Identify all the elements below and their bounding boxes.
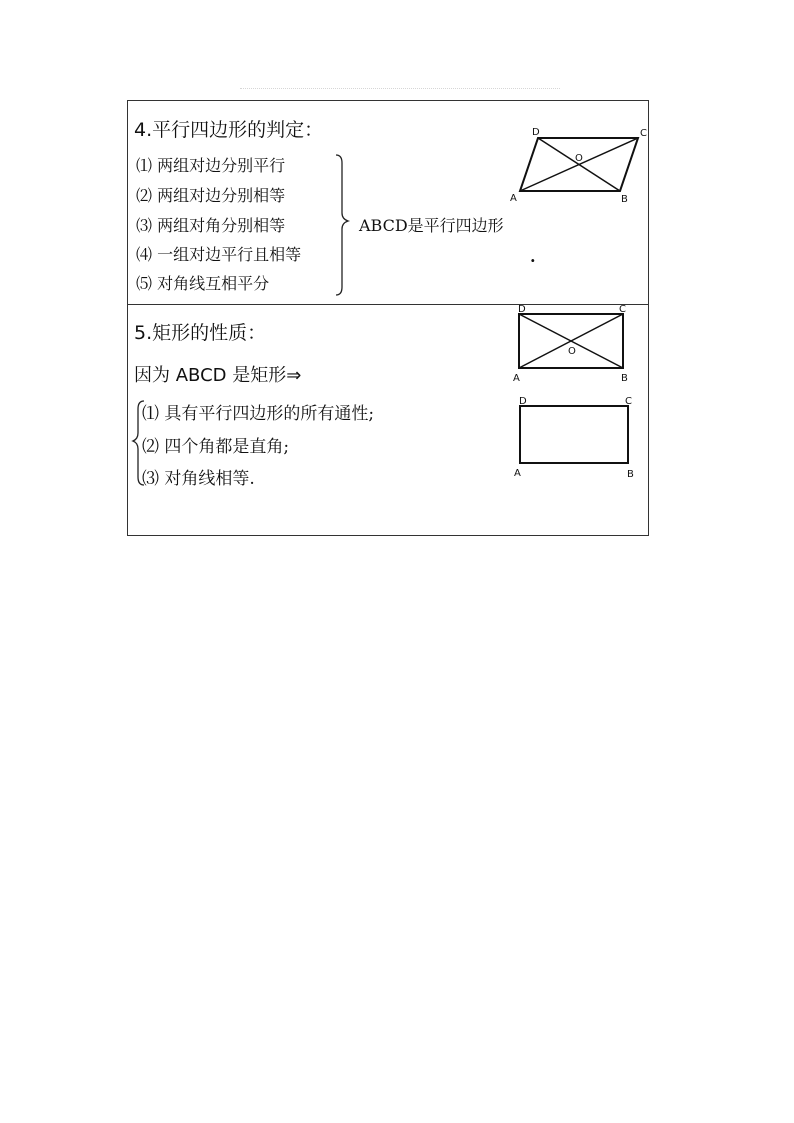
dot-mark: .: [530, 247, 536, 266]
condition-2: ⑵ 两组对边分别相等: [136, 186, 286, 205]
condition-3: ⑶ 两组对角分别相等: [136, 216, 286, 235]
label-A: A: [510, 193, 517, 204]
label-A: A: [514, 468, 521, 479]
property-2: ⑵ 四个角都是直角;: [142, 437, 290, 457]
label-B: B: [621, 373, 628, 384]
label-B: B: [621, 194, 628, 205]
condition-5: ⑸ 对角线互相平分: [136, 274, 270, 293]
label-A: A: [513, 373, 520, 384]
conclusion-text: ABCD是平行四边形: [359, 216, 504, 235]
property-3: ⑶ 对角线相等.: [142, 469, 255, 489]
label-D: D: [519, 396, 527, 407]
label-O: O: [568, 346, 576, 357]
right-brace: [328, 151, 358, 301]
label-C: C: [625, 396, 632, 407]
parallelogram-figure: [504, 123, 654, 213]
rectangle-diagonals-figure: [508, 301, 638, 387]
section4-title: 4.平行四边形的判定：: [134, 119, 324, 141]
label-C: C: [619, 304, 626, 315]
label-D: D: [518, 304, 526, 315]
content-table: [127, 100, 649, 536]
label-C: C: [640, 128, 647, 139]
label-O: O: [575, 153, 583, 164]
rectangle-figure: [508, 391, 648, 481]
label-D: D: [532, 127, 540, 138]
label-B: B: [627, 469, 634, 480]
faint-header-text: [240, 88, 560, 98]
section5-title: 5.矩形的性质：: [134, 322, 267, 344]
rectangle-premise: 因为 ABCD 是矩形⇒: [134, 365, 302, 386]
condition-4: ⑷ 一组对边平行且相等: [136, 245, 302, 264]
property-1: ⑴ 具有平行四边形的所有通性;: [142, 404, 375, 424]
condition-1: ⑴ 两组对边分别平行: [136, 156, 286, 175]
